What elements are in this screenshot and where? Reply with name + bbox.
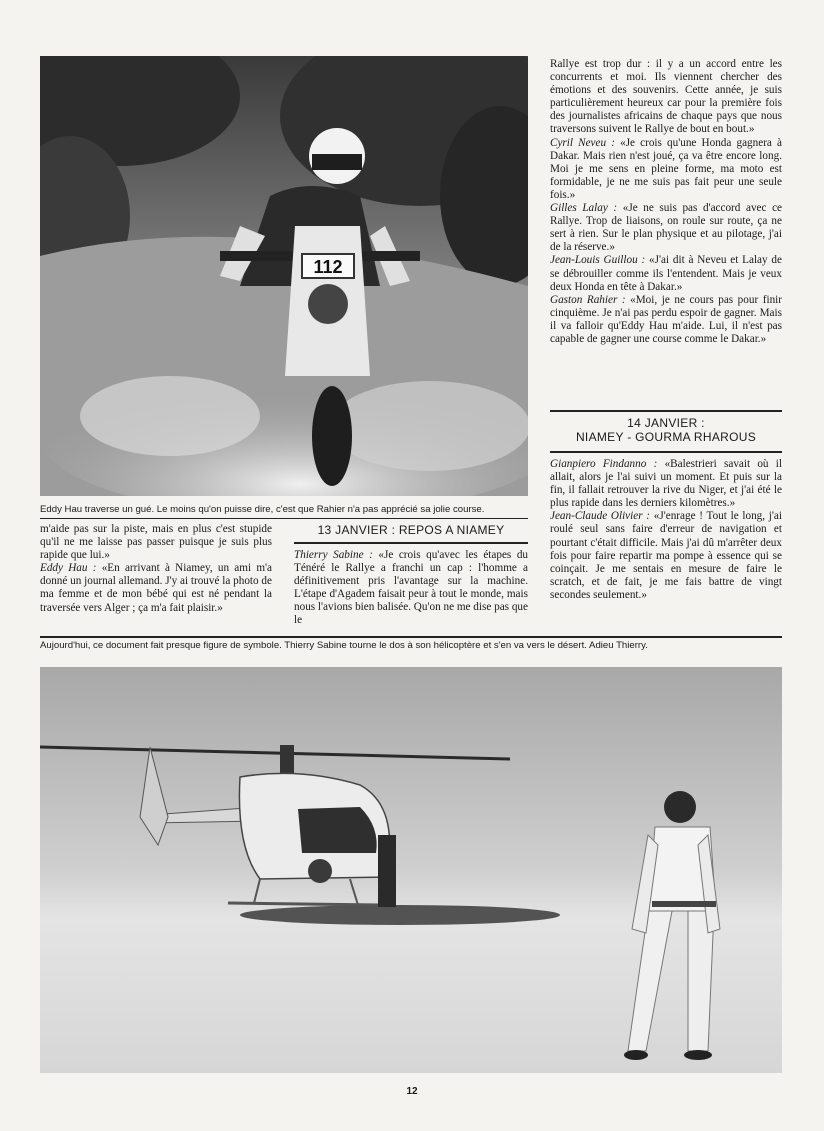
paragraph-text: «Je crois qu'avec les étapes du Ténéré le Rallye a franchi un cap : l'homme a définitivement pris l'avantage sur la machine. L'étape d'Agadem faisait peur à tout le monde, mais nous l'avions bien balisée. Qu'on ne me dise pas que le (294, 549, 529, 627)
speaker-name: Jean-Louis Guillou : (550, 254, 646, 267)
paragraph-text: «Je ne suis pas d'accord avec ce Rallye. Trop de liaisons, on roule sur route, ça ne sert à rien. Sur le plan physique et au pilotage, j'ai de la réserve.» (550, 202, 783, 254)
number-plate: 112 (313, 257, 343, 277)
section-14-body (550, 458, 782, 602)
section-14-heading-route: NIAMEY - GOURMA RHAROUS (575, 430, 757, 444)
photo-motorbike-ford (40, 56, 528, 496)
paragraph-lalay (550, 202, 782, 254)
speaker-name: Gaston Rahier : (550, 293, 626, 306)
photo-helicopter-desert (40, 667, 782, 1073)
caption-rule (40, 518, 528, 519)
section-13-rule (294, 542, 528, 544)
paragraph-text: «Moi, je ne cours pas pour finir cinquième. Je n'ai pas perdu espoir de gagner. Mais il va falloir qu'Eddy Hau m'aide. Lui, il n'est pas capable de gagner une course comme le Dakar.» (550, 293, 782, 345)
speaker-name: Jean-Claude Olivier : (550, 510, 651, 523)
speaker-name: Gianpiero Findanno : (550, 458, 658, 470)
speaker-name: Eddy Hau : (40, 562, 97, 575)
bottom-caption-rule (40, 636, 782, 638)
section-14-rule-bottom (550, 451, 782, 453)
speaker-name: Thierry Sabine : (294, 549, 373, 561)
paragraph-sabine (294, 549, 528, 628)
page-number: 12 (406, 1086, 418, 1097)
section-14-heading (550, 416, 782, 444)
paragraph-olivier (550, 510, 782, 602)
paragraph-text: «Balestrieri savait où il allait, alors je l'ai suivi un moment. Et puis sur la fin, il fallait retrouver la rive du Niger, et j'ai été le plus rapide dans les derniers kilomètres.» (550, 458, 782, 510)
paragraph-neveu (550, 137, 782, 202)
helicopter-illustration (40, 667, 782, 1073)
section-14-rule-top (550, 410, 782, 412)
paragraph-text: «En arrivant à Niamey, un ami m'a donné un journal allemand. J'y ai trouvé la photo de ma femme et de mon bébé qui est né pendant la traversée vers Alger ; ça m'a fait plaisir.» (40, 562, 272, 614)
photo-top-caption: Eddy Hau traverse un gué. Le moins qu'on puisse dire, c'est que Rahier n'a pas apprécié sa jolie course. (40, 504, 485, 515)
left-column (40, 523, 272, 615)
section-14-heading-date: 14 JANVIER : (627, 416, 705, 430)
motorbike-illustration (40, 56, 528, 496)
paragraph-rahier (550, 294, 782, 346)
paragraph-text: «Je crois qu'une Honda gagnera à Dakar. Mais rien n'est joué, ça va être encore long. Moi je me sens en pleine forme, ma moto est formidable, je ne me suis pas fait peur une seule fois.» (550, 136, 782, 201)
paragraph-hau (40, 562, 272, 614)
paragraph-guillou (550, 254, 782, 293)
photo-bottom-caption: Aujourd'hui, ce document fait presque figure de symbole. Thierry Sabine tourne le dos à son hélicoptère et s'en va vers le désert. Adieu Thierry. (40, 640, 648, 651)
section-13-body (294, 549, 528, 628)
paragraph-rallye (550, 58, 782, 137)
section-13-heading: 13 JANVIER : REPOS A NIAMEY (317, 523, 505, 537)
speaker-name: Gilles Lalay : (550, 202, 618, 215)
paragraph-findanno (550, 458, 782, 510)
paragraph-continued (40, 523, 272, 562)
speaker-name: Cyril Neveu : (550, 136, 615, 149)
right-column (550, 58, 782, 346)
paragraph-text: «J'enrage ! Tout le long, j'ai roulé seul sans faire d'erreur de navigation et pourtant c'était difficile. Mais j'ai dû m'arrêter deux fois pour faire repartir ma pompe à essence qui se coinçait. Je me sentais en mesure de faire le scratch, et de fait, je me fais battre de vingt secondes seulement.» (550, 510, 782, 601)
paragraph-text: Rallye est trop dur : il y a un accord entre les concurrents et moi. Ils viennent chercher des émotions et des souvenirs. Cette année, je suis particulièrement heureux car pour la première fois des journalistes africains de chaque pays que nous traversons suivent le Rallye de bout en bout.» (550, 58, 782, 136)
paragraph-text: «J'ai dit à Neveu et Lalay de se débrouiller comme ils l'entendent. Mais je veux deux Honda en tête à Dakar.» (550, 254, 782, 293)
paragraph-text: m'aide pas sur la piste, mais en plus c'est stupide qu'il ne me laisse pas passer puisque je suis plus rapide que lui.» (40, 523, 272, 562)
